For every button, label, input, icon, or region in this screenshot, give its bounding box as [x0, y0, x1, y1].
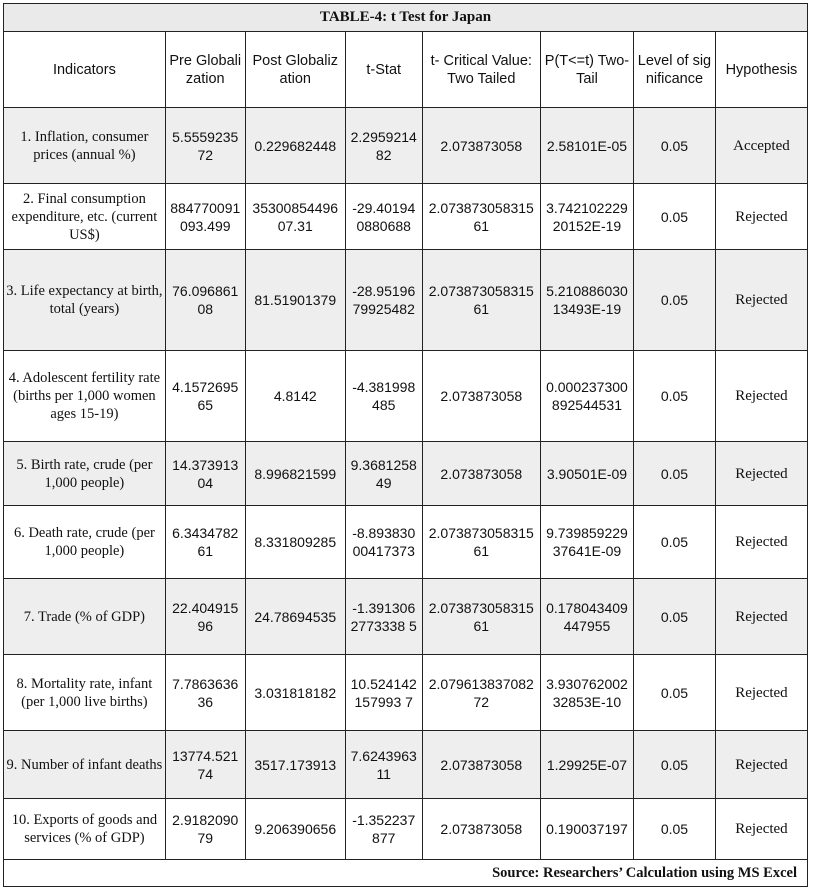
header-hypothesis: Hypothesis: [715, 32, 807, 108]
t-stat-cell: -1.352237877: [345, 799, 422, 860]
post-globalization-cell: 3517.173913: [245, 731, 345, 799]
indicator-cell: 2. Final consumption expenditure, etc. (current US$): [4, 184, 166, 250]
header-t-critical: t- Critical Value: Two Tailed: [422, 32, 540, 108]
pre-globalization-cell: 2.918209079: [165, 799, 245, 860]
t-critical-cell: 2.073873058: [422, 731, 540, 799]
header-level-of-significance: Level of significance: [633, 32, 715, 108]
hypothesis-cell: Rejected: [715, 250, 807, 351]
t-critical-cell: 2.07387305831561: [422, 184, 540, 250]
indicator-cell: 4. Adolescent fertility rate (births per 1,000 women ages 15-19): [4, 351, 166, 442]
t-stat-cell: -1.3913062773338 5: [345, 579, 422, 655]
header-post-globalization: Post Globalization: [245, 32, 345, 108]
t-critical-cell: 2.07387305831561: [422, 579, 540, 655]
p-value-cell: 3.90501E-09: [540, 442, 633, 506]
level-of-significance-cell: 0.05: [633, 184, 715, 250]
post-globalization-cell: 3.031818182: [245, 655, 345, 731]
table-row: [4, 506, 808, 579]
t-critical-cell: 2.073873058: [422, 108, 540, 184]
table-body: [4, 108, 808, 860]
pre-globalization-cell: 13774.52174: [165, 731, 245, 799]
pre-globalization-cell: 22.40491596: [165, 579, 245, 655]
header-row: [4, 32, 808, 108]
table-row: [4, 184, 808, 250]
pre-globalization-cell: 76.09686108: [165, 250, 245, 351]
t-critical-cell: 2.073873058: [422, 799, 540, 860]
post-globalization-cell: 8.331809285: [245, 506, 345, 579]
header-p-value: P(T<=t) Two-Tail: [540, 32, 633, 108]
t-stat-cell: 2.295921482: [345, 108, 422, 184]
table-row: [4, 731, 808, 799]
t-critical-cell: 2.073873058: [422, 351, 540, 442]
header-indicators: Indicators: [4, 32, 166, 108]
level-of-significance-cell: 0.05: [633, 351, 715, 442]
t-critical-cell: 2.07961383708272: [422, 655, 540, 731]
hypothesis-cell: Rejected: [715, 184, 807, 250]
post-globalization-cell: 9.206390656: [245, 799, 345, 860]
t-stat-cell: 10.524142157993 7: [345, 655, 422, 731]
t-stat-cell: -28.9519679925482: [345, 250, 422, 351]
header-pre-globalization: Pre Globalization: [165, 32, 245, 108]
t-test-table: [3, 3, 808, 887]
indicator-cell: 8. Mortality rate, infant (per 1,000 live births): [4, 655, 166, 731]
pre-globalization-cell: 6.343478261: [165, 506, 245, 579]
t-critical-cell: 2.07387305831561: [422, 506, 540, 579]
table-row: [4, 442, 808, 506]
t-stat-cell: 9.368125849: [345, 442, 422, 506]
post-globalization-cell: 81.51901379: [245, 250, 345, 351]
level-of-significance-cell: 0.05: [633, 579, 715, 655]
indicator-cell: 7. Trade (% of GDP): [4, 579, 166, 655]
p-value-cell: 0.000237300892544531: [540, 351, 633, 442]
level-of-significance-cell: 0.05: [633, 506, 715, 579]
indicator-cell: 5. Birth rate, crude (per 1,000 people): [4, 442, 166, 506]
hypothesis-cell: Rejected: [715, 442, 807, 506]
table-row: [4, 250, 808, 351]
indicator-cell: 3. Life expectancy at birth, total (years): [4, 250, 166, 351]
hypothesis-cell: Rejected: [715, 579, 807, 655]
table-row: [4, 799, 808, 860]
p-value-cell: 1.29925E-07: [540, 731, 633, 799]
indicator-cell: 1. Inflation, consumer prices (annual %): [4, 108, 166, 184]
post-globalization-cell: 4.8142: [245, 351, 345, 442]
hypothesis-cell: Rejected: [715, 655, 807, 731]
level-of-significance-cell: 0.05: [633, 655, 715, 731]
hypothesis-cell: Accepted: [715, 108, 807, 184]
pre-globalization-cell: 884770091093.499: [165, 184, 245, 250]
t-stat-cell: -29.401940880688: [345, 184, 422, 250]
hypothesis-cell: Rejected: [715, 351, 807, 442]
p-value-cell: 0.178043409447955: [540, 579, 633, 655]
pre-globalization-cell: 5.555923572: [165, 108, 245, 184]
hypothesis-cell: Rejected: [715, 731, 807, 799]
p-value-cell: 3.74210222920152E-19: [540, 184, 633, 250]
table-row: [4, 579, 808, 655]
p-value-cell: 5.21088603013493E-19: [540, 250, 633, 351]
p-value-cell: 9.73985922937641E-09: [540, 506, 633, 579]
header-t-stat: t-Stat: [345, 32, 422, 108]
hypothesis-cell: Rejected: [715, 506, 807, 579]
t-critical-cell: 2.073873058: [422, 442, 540, 506]
p-value-cell: 2.58101E-05: [540, 108, 633, 184]
level-of-significance-cell: 0.05: [633, 442, 715, 506]
post-globalization-cell: 0.229682448: [245, 108, 345, 184]
indicator-cell: 6. Death rate, crude (per 1,000 people): [4, 506, 166, 579]
post-globalization-cell: 8.996821599: [245, 442, 345, 506]
indicator-cell: 10. Exports of goods and services (% of GDP): [4, 799, 166, 860]
p-value-cell: 3.93076200232853E-10: [540, 655, 633, 731]
post-globalization-cell: 3530085449607.31: [245, 184, 345, 250]
p-value-cell: 0.190037197: [540, 799, 633, 860]
t-stat-cell: -8.89383000417373: [345, 506, 422, 579]
table-title: TABLE-4: t Test for Japan: [4, 4, 808, 32]
table-row: [4, 351, 808, 442]
pre-globalization-cell: 14.37391304: [165, 442, 245, 506]
level-of-significance-cell: 0.05: [633, 799, 715, 860]
level-of-significance-cell: 0.05: [633, 731, 715, 799]
table-row: [4, 655, 808, 731]
post-globalization-cell: 24.78694535: [245, 579, 345, 655]
table-row: [4, 108, 808, 184]
pre-globalization-cell: 7.786363636: [165, 655, 245, 731]
pre-globalization-cell: 4.157269565: [165, 351, 245, 442]
hypothesis-cell: Rejected: [715, 799, 807, 860]
level-of-significance-cell: 0.05: [633, 108, 715, 184]
t-stat-cell: -4.381998485: [345, 351, 422, 442]
level-of-significance-cell: 0.05: [633, 250, 715, 351]
source-note: Source: Researchers’ Calculation using MS Excel: [4, 860, 808, 887]
indicator-cell: 9. Number of infant deaths: [4, 731, 166, 799]
t-critical-cell: 2.07387305831561: [422, 250, 540, 351]
t-stat-cell: 7.624396311: [345, 731, 422, 799]
